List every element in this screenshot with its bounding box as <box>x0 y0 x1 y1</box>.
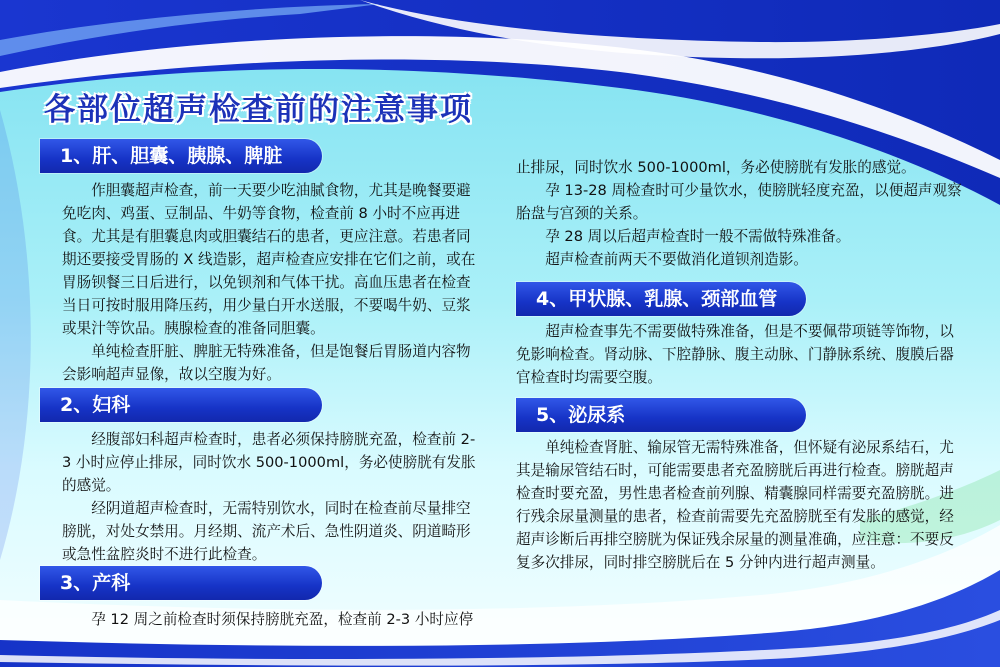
paragraph: 孕 28 周以后超声检查时一般不需做特殊准备。 <box>516 228 851 245</box>
section-heading-obstetrics: 3、产科 <box>40 566 322 600</box>
paragraph: 单纯检查肾脏、输尿管无需特殊准备，但怀疑有泌尿系结石，尤其是输尿管结石时，可能需要患者充盈膀胱后再进行检查。膀胱超声检查时要充盈，男性患者检查前列腺、精囊腺同样需要充盈膀胱。进行残余尿量测量的患者，检查前需要先充盈膀胱至有发胀的感觉，经超声诊断后再排空膀胱为保证残余尿量的测量准确，应注意：不要反复多次排尿，同时排空膀胱后在 5 分钟内进行超声测量。 <box>516 439 954 571</box>
section-heading-liver: 1、肝、胆囊、胰腺、脾脏 <box>40 139 322 173</box>
paragraph: 孕 12 周之前检查时须保持膀胱充盈，检查前 2-3 小时应停 <box>62 611 474 628</box>
section-body-urinary <box>516 436 968 574</box>
section-body-liver <box>62 179 480 386</box>
section-heading-thyroid: 4、甲状腺、乳腺、颈部血管 <box>516 282 806 316</box>
paragraph: 经腹部妇科超声检查时，患者必须保持膀胱充盈，检查前 2-3 小时应停止排尿，同时饮水 500-1000ml，务必使膀胱有发胀的感觉。 <box>62 431 476 494</box>
section-heading-urinary: 5、泌尿系 <box>516 398 806 432</box>
section-body-obstetrics <box>62 608 480 631</box>
section-body-gynecology <box>62 428 480 566</box>
paragraph: 超声检查事先不需要做特殊准备，但是不要佩带项链等饰物，以免影响检查。肾动脉、下腔静脉、腹主动脉、门静脉系统、腹膜后器官检查时均需要空腹。 <box>516 323 954 386</box>
section-body-thyroid <box>516 320 968 389</box>
paragraph: 经阴道超声检查时，无需特别饮水，同时在检查前尽量排空膀胱，对处女禁用。月经期、流产术后、急性阴道炎、阴道畸形或急性盆腔炎时不进行此检查。 <box>62 500 471 563</box>
section-heading-gynecology: 2、妇科 <box>40 388 322 422</box>
paragraph: 超声检查前两天不要做消化道钡剂造影。 <box>516 251 808 268</box>
paragraph: 单纯检查肝脏、脾脏无特殊准备，但是饱餐后胃肠道内容物会影响超声显像，故以空腹为好。 <box>62 343 471 383</box>
section-body-obstetrics-continued <box>516 156 968 271</box>
page-title: 各部位超声检查前的注意事项 <box>44 92 473 128</box>
paragraph: 作胆囊超声检查，前一天要少吃油腻食物，尤其是晚餐要避免吃肉、鸡蛋、豆制品、牛奶等食物，检查前 8 小时不应再进食。尤其是有胆囊息肉或胆囊结石的患者，更应注意。若患者同期还要接受胃肠的 X 线造影，超声检查应安排在它们之前，或在胃肠钡餐三日后进行，以免钡剂和气体干扰。高血压患者在检查当日可按时服用降压药，用少量白开水送服，不要喝牛奶、豆浆或果汁等饮品。胰腺检查的准备同胆囊。 <box>62 182 476 337</box>
paragraph: 孕 13-28 周检查时可少量饮水，使膀胱轻度充盈，以便超声观察胎盘与宫颈的关系。 <box>516 182 962 222</box>
left-band <box>0 110 31 560</box>
paragraph: 止排尿，同时饮水 500-1000ml，务必使膀胱有发胀的感觉。 <box>516 159 916 176</box>
